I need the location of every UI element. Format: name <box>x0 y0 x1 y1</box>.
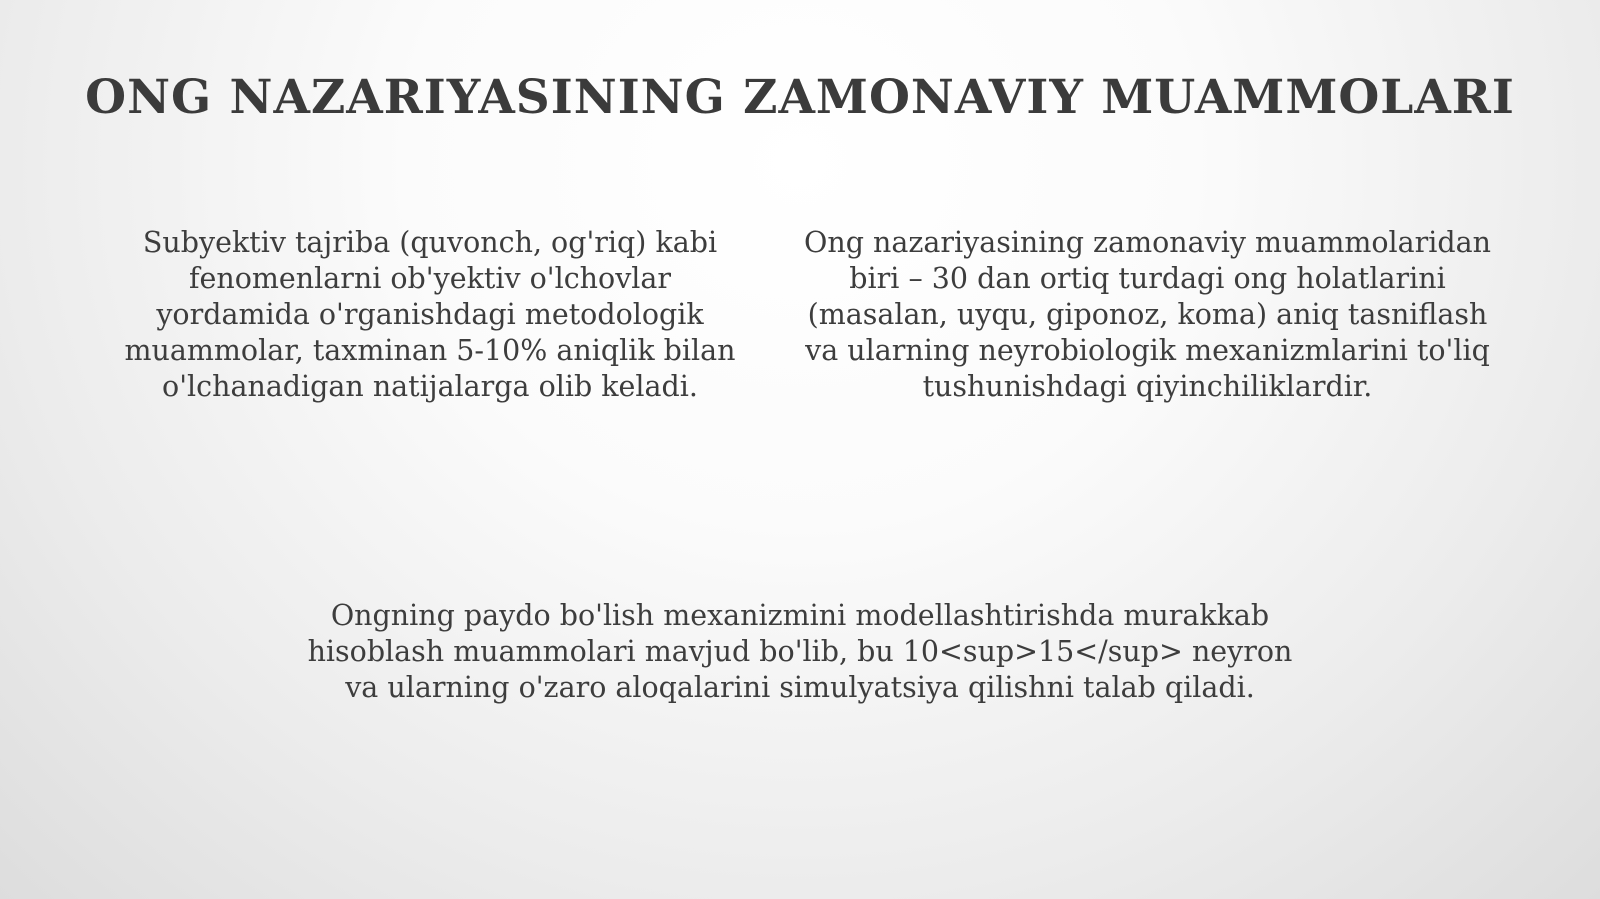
bottom-text-block: Ongning paydo bo'lish mexanizmini modellashtirishda murakkab hisoblash muammolari mavjud bo'lib, bu 10<sup>15</sup> neyron va ularning o'zaro aloqalarini simulyatsiya qilishni talab qiladi. <box>307 599 1293 704</box>
left-text-block: Subyektiv tajriba (quvonch, og'riq) kabi fenomenlarni ob'yektiv o'lchovlar yordamida o'rganishdagi metodologik muammolar, taxminan 5-10% aniqlik bilan o'lchanadigan natijalarga olib keladi. <box>124 226 736 403</box>
right-text-block: Ong nazariyasining zamonaviy muammolaridan biri – 30 dan ortiq turdagi ong holatlarini (masalan, uyqu, giponoz, koma) aniq tasniflash va ularning neyrobiologik mexanizmlarini to'liq tushunishdagi qiyinchiliklardir. <box>803 226 1491 403</box>
slide-title: ONG NAZARIYASINING ZAMONAVIY MUAMMOLARI <box>85 70 1515 125</box>
